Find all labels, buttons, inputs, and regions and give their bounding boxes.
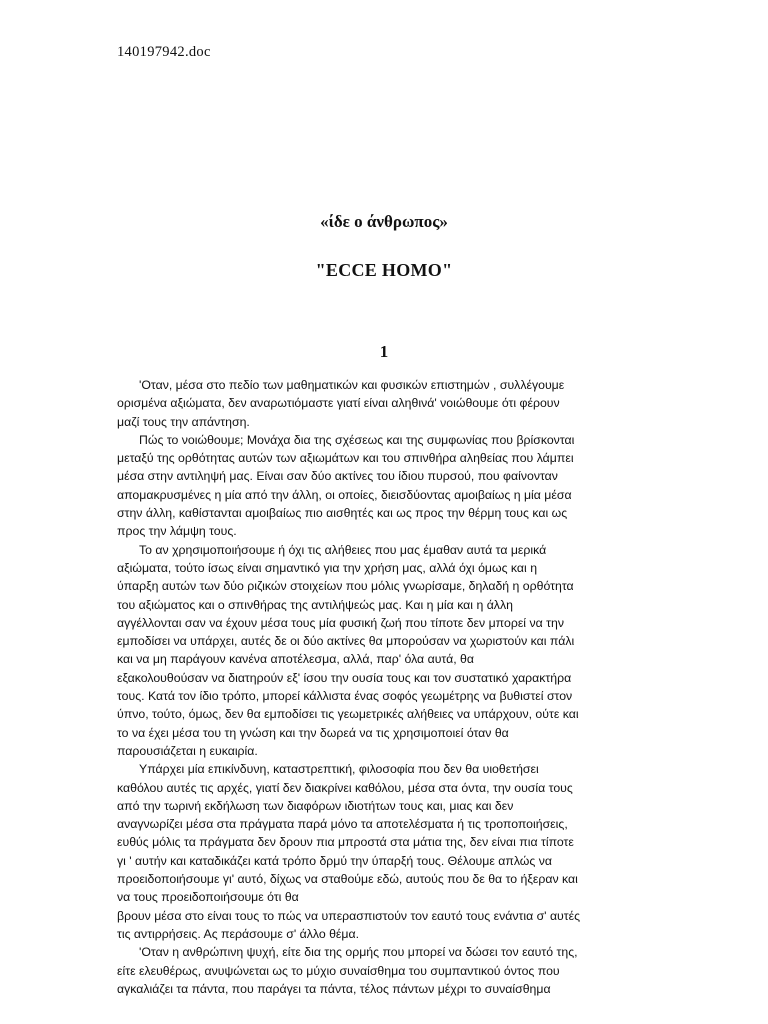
body-text-line: Υπάρχει μία επικίνδυνη, καταστρεπτική, φιλοσοφία που δεν θα υιοθετήσει (139, 762, 539, 777)
body-text-line: τους. Κατά τον ίδιο τρόπο, μπορεί κάλλιστα ένας σοφός γεωμέτρης να βυθιστεί στον (117, 689, 573, 704)
body-text-line: παρουσιάζεται η ευκαιρία. (117, 743, 258, 758)
body-text-line: Πώς το νοιώθουμε; Μονάχα δια της σχέσεως και της συμφωνίας που βρίσκονται (139, 432, 575, 447)
document-title-greek: «ίδε ο άνθρωπος» (320, 212, 448, 231)
body-text-line: καθόλου αυτές τις αρχές, γιατί δεν διακρίνει καθόλου, μέσα στα όντα, την ουσία τους (117, 780, 573, 795)
body-text-line: ευθύς μόλις τα πράγματα δεν δρουν πια μπροστά στα μάτια της, δεν είναι πια τίποτε (117, 835, 574, 850)
body-text-line: και να μη παράγουν κανένα αποτέλεσμα, αλλά, παρ' όλα αυτά, θα (117, 652, 474, 667)
body-text-line: τις αντιρρήσεις. Ας περάσουμε σ' άλλο θέμα. (117, 926, 360, 941)
body-text-line: ύπνο, τούτο, όμως, δεν θα εμποδίσει τις γεωμετρικές αλήθειες να υπάρχουν, ούτε και (117, 707, 579, 722)
body-text-line: απομακρυσμένες η μία από την άλλη, οι οποίες, διεισδύοντας αμοιβαίως η μία μέσα (117, 487, 572, 502)
body-text-line: προς την λάμψη τους. (117, 524, 237, 539)
body-text-line: είτε ελευθέρως, ανυψώνεται ως το μύχιο συναίσθημα του συμπαντικού όντος που (117, 963, 560, 978)
body-text-line: Το αν χρησιμοποιήσουμε ή όχι τις αλήθειες που μας έμαθαν αυτά τα μερικά (139, 542, 547, 557)
body-text-line: αναγνωρίζει μέσα στα πράγματα παρά μόνο τα αποτελέσματα ή τις τροποποιήσεις, (117, 817, 568, 832)
body-text-line: ύπαρξη αυτών των δύο ριζικών στοιχείων που μόλις γνωρίσαμε, δηλαδή η ορθότητα (117, 579, 574, 594)
body-text-line: το να έχει μέσα του τη γνώση και την δωρεά να τις χρησιμοποιεί όταν θα (117, 725, 509, 740)
body-text-line: βρουν μέσα στο είναι τους το πώς να υπερασπιστούν τον εαυτό τους ενάντια σ' αυτές (117, 908, 581, 923)
body-text-line: μέσα στην αντιληψή μας. Είναι σαν δύο ακτίνες του ίδιου πυρσού, που φαίνονταν (117, 469, 558, 484)
body-text-line: ορισμένα αξιώματα, δεν αναρωτιόμαστε γιατί είναι αληθινά' νοιώθουμε ότι φέρουν (117, 396, 560, 411)
body-text-line: μεταξύ της ορθότητας αυτών των αξιωμάτων και του σπινθήρα αληθείας που λάμπει (117, 451, 574, 466)
body-text-line: στην άλλη, καθίστανται αμοιβαίως πιο αισθητές και ως προς την θέρμη τους και ως (117, 506, 568, 521)
document-filename: 140197942.doc (117, 44, 211, 60)
body-text-line: 'Οταν η ανθρώπινη ψυχή, είτε δια της ορμής που μπορεί να δώσει τον εαυτό της, (139, 945, 578, 960)
body-text-line: γι ' αυτήν και καταδικάζει κατά τρόπο δρμύ την ύπαρξή τους. Θέλουμε απλώς να (117, 853, 552, 868)
body-text-line: αξιώματα, τούτο ίσως είναι σημαντικό για την χρήση μας, αλλά όχι όμως και η (117, 560, 538, 575)
body-text-line: αγγέλλονται σαν να έχουν μέσα τους μία φυσική ζωή που τίποτε δεν μπορεί να την (117, 615, 564, 630)
section-number: 1 (379, 342, 389, 361)
body-text-line: μαζί τους την απάντηση. (117, 414, 250, 429)
body-text-line: εξακολουθούσαν να διατηρούν εξ' ίσου την ουσία τους και τον συστατικό χαρακτήρα (117, 670, 572, 685)
body-text-line: από την τωρινή εκδήλωση των διαφόρων ιδιοτήτων τους και, μιας και δεν (117, 798, 514, 813)
body-text-line: προειδοποιήσουμε γι' αυτό, δίχως να σταθούμε εδώ, αυτούς που δε θα το ήξεραν και (117, 872, 578, 887)
body-text-line: να τους προειδοποιήσουμε ότι θα (117, 890, 299, 905)
document-body (117, 376, 662, 998)
body-text-line: εμποδίσει να υπάρχει, αυτές δε οι δύο ακτίνες θα μπορούσαν να χωριστούν και πάλι (117, 634, 575, 649)
body-text-line: του αξιώματος και ο σπινθήρας της αντιλήψεώς μας. Και η μία και η άλλη (117, 597, 513, 612)
body-text-line: αγκαλιάζει τα πάντα, που παράγει τα πάντα, τέλος πάντων μέχρι το συναίσθημα (117, 981, 551, 996)
body-text-line: 'Οταν, μέσα στο πεδίο των μαθηματικών και φυσικών επιστημών , συλλέγουμε (139, 378, 565, 392)
document-title-latin: "ECCE HOMO" (315, 260, 453, 280)
